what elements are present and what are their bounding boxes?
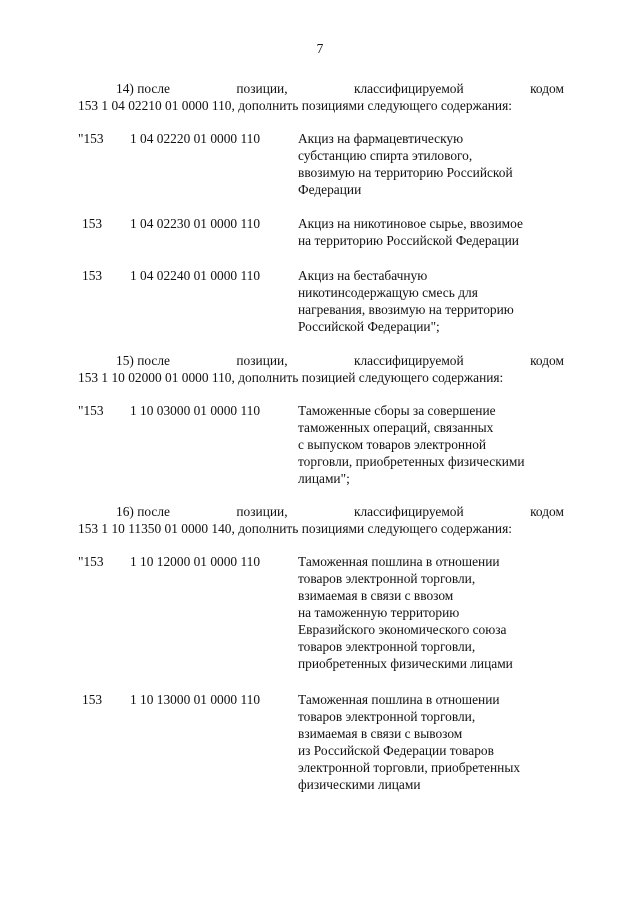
description-line: лицами"; (298, 471, 350, 486)
intro-word: кодом (530, 81, 564, 96)
intro-word: классифицируемой (353, 353, 464, 368)
intro-word: кодом (530, 353, 564, 368)
classification-code: 1 10 03000 01 0000 110 (130, 403, 261, 418)
intro-word: классифицируемой (353, 504, 464, 519)
description-line: торговли, приобретенных физическими (298, 454, 525, 469)
description (298, 402, 566, 487)
description-line: Евразийского экономического союза (298, 622, 507, 637)
description (298, 267, 566, 335)
description-line: из Российской Федерации товаров (298, 743, 494, 758)
intro-word: позиции, (236, 81, 288, 96)
classification-code: 1 04 02230 01 0000 110 (130, 216, 261, 231)
intro-word: позиции, (236, 504, 288, 519)
description-line: никотинсодержащую смесь для (298, 285, 478, 300)
description-line: с выпуском товаров электронной (298, 437, 487, 452)
description-line: Акциз на бестабачную (298, 268, 428, 283)
paragraph-intro-line (78, 352, 564, 369)
classification-code: 1 10 12000 01 0000 110 (130, 554, 261, 569)
description-line: взимаемая в связи с ввозом (298, 588, 454, 603)
description-line: физическими лицами (298, 777, 421, 792)
classification-code: 1 04 02220 01 0000 110 (130, 131, 261, 146)
intro-word: 16) после (116, 504, 170, 519)
description (298, 215, 566, 249)
description-line: взимаемая в связи с вывозом (298, 726, 463, 741)
admin-code: "153 (78, 403, 104, 418)
description-line: товаров электронной торговли, (298, 709, 476, 724)
description-line: Федерации (298, 182, 362, 197)
description (298, 130, 566, 198)
description-line: ввозимую на территорию Российской (298, 165, 513, 180)
classification-code: 1 04 02240 01 0000 110 (130, 268, 261, 283)
description (298, 691, 566, 793)
description-line: таможенных операций, связанных (298, 420, 494, 435)
page-number: 7 (316, 41, 324, 56)
admin-code: 153 (82, 216, 103, 231)
description-line: нагревания, ввозимую на территорию (298, 302, 514, 317)
paragraph-14 (78, 80, 564, 114)
intro-word: позиции, (236, 353, 288, 368)
description-line: Акциз на никотиновое сырье, ввозимое (298, 216, 523, 231)
admin-code: "153 (78, 131, 104, 146)
classification-code: 1 10 13000 01 0000 110 (130, 692, 261, 707)
description-line: Таможенные сборы за совершение (298, 403, 496, 418)
paragraph-intro-line (78, 503, 564, 520)
description-line: Акциз на фармацевтическую (298, 131, 464, 146)
intro-word: 15) после (116, 353, 170, 368)
description-line: электронной торговли, приобретенных (298, 760, 521, 775)
description-line: на таможенную территорию (298, 605, 460, 620)
description-line: субстанцию спирта этилового, (298, 148, 473, 163)
paragraph-15 (78, 352, 564, 386)
paragraph-intro-line (78, 80, 564, 97)
admin-code: 153 (82, 692, 103, 707)
description (298, 553, 566, 672)
intro-word: классифицируемой (353, 81, 464, 96)
description-line: Российской Федерации"; (298, 319, 440, 334)
paragraph-code-line: 153 1 10 11350 01 0000 140, дополнить позициями следующего содержания: (78, 521, 512, 536)
description-line: товаров электронной торговли, (298, 639, 476, 654)
description-line: приобретенных физическими лицами (298, 656, 513, 671)
intro-word: кодом (530, 504, 564, 519)
admin-code: "153 (78, 554, 104, 569)
description-line: Таможенная пошлина в отношении (298, 692, 500, 707)
paragraph-code-line: 153 1 10 02000 01 0000 110, дополнить позицией следующего содержания: (78, 370, 504, 385)
admin-code: 153 (82, 268, 103, 283)
paragraph-code-line: 153 1 04 02210 01 0000 110, дополнить позициями следующего содержания: (78, 98, 512, 113)
description-line: на территорию Российской Федерации (298, 233, 519, 248)
intro-word: 14) после (116, 81, 170, 96)
description-line: товаров электронной торговли, (298, 571, 476, 586)
description-line: Таможенная пошлина в отношении (298, 554, 500, 569)
paragraph-16 (78, 503, 564, 537)
